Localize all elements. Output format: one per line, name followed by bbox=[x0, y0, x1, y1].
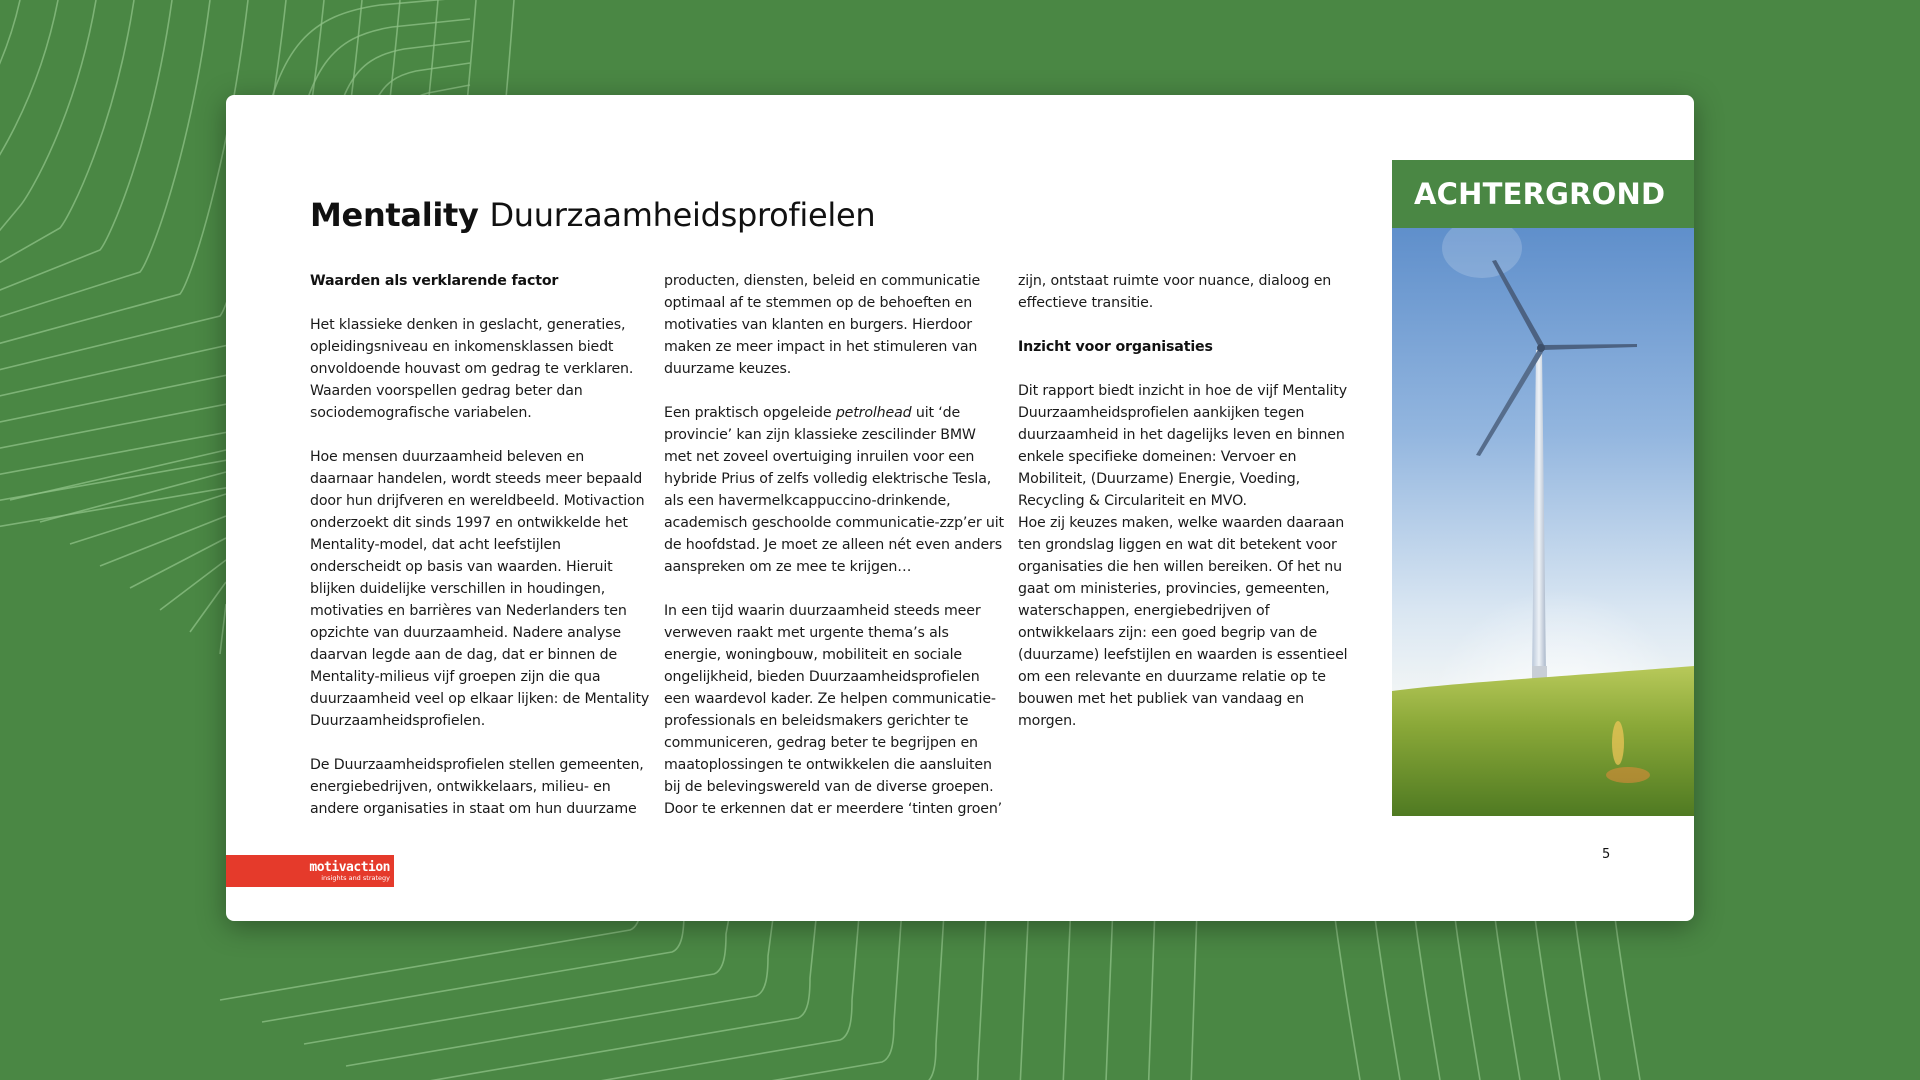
paragraph-text: Een praktisch opgeleide bbox=[664, 405, 836, 421]
document-page bbox=[226, 95, 1694, 921]
page-title-bold: Mentality bbox=[310, 196, 479, 235]
background-line bbox=[0, 0, 210, 320]
page-title-regular: Duurzaamheidsprofielen bbox=[489, 196, 876, 235]
text-column-2 bbox=[664, 270, 1004, 820]
background-line bbox=[190, 582, 226, 632]
motivaction-logo bbox=[226, 855, 394, 887]
text-column-1 bbox=[310, 270, 650, 820]
background-line bbox=[0, 0, 20, 190]
paragraph: Dit rapport biedt inzicht in hoe de vijf Mentality Duurzaamheidsprofielen aankijken tegen duurzaamheid in het dagelijks leven en binnen enkele specifieke domeinen: Vervoer en Mobiliteit, (Duurzame) Energie, Voeding, Recycling & Circulariteit en MVO. bbox=[1018, 383, 1347, 509]
page-title bbox=[310, 196, 875, 234]
page-number: 5 bbox=[1602, 847, 1611, 862]
background-line bbox=[0, 0, 96, 242]
italic-term: petrolhead bbox=[835, 405, 912, 421]
background-line bbox=[40, 472, 226, 522]
background-line bbox=[100, 516, 226, 566]
logo-name: motivaction bbox=[309, 859, 390, 875]
paragraph: Het klassieke denken in geslacht, generaties, opleidingsniveau en inkomensklassen biedt onvoldoende houvast om gedrag te verklaren. Waarden voorspellen gedrag beter dan sociodemografische variabelen. bbox=[310, 317, 634, 421]
paragraph: In een tijd waarin duurzaamheid steeds meer verweven raakt met urgente thema’s als energie, woningbouw, mobiliteit en sociale ongelijkheid, bieden Duurzaamheidsprofielen een waardevol kader. Ze helpen communicatie-professionals en beleidsmakers gerichter te communiceren, gedrag beter te begrijpen en maatoplossingen te ontwikkelen die aansluiten bij de belevingswereld van de diverse groepen. Door te erkennen dat er meerdere ‘tinten groen’ bbox=[664, 603, 1003, 817]
background-line bbox=[0, 0, 58, 216]
section-heading-waarden: Waarden als verklarende factor bbox=[310, 273, 559, 289]
background-line bbox=[130, 538, 226, 588]
paragraph: zijn, ontstaat ruimte voor nuance, dialoog en effectieve transitie. bbox=[1018, 273, 1332, 311]
paragraph: De Duurzaamheidsprofielen stellen gemeenten, energiebedrijven, ontwikkelaars, milieu- en andere organisaties in staat om hun duurzame bbox=[310, 757, 644, 817]
background-line bbox=[10, 450, 226, 500]
paragraph-petrolhead bbox=[664, 402, 1004, 578]
logo-tagline: insights and strategy bbox=[321, 873, 390, 882]
wind-turbine-image bbox=[1392, 228, 1694, 816]
text-column-3 bbox=[1018, 270, 1358, 732]
section-heading-inzicht: Inzicht voor organisaties bbox=[1018, 339, 1213, 355]
background-line bbox=[0, 0, 172, 294]
side-panel bbox=[1392, 160, 1694, 816]
paragraph: producten, diensten, beleid en communicatie optimaal af te stemmen op de behoeften en motivaties van klanten en burgers. Hierdoor maken ze meer impact in het stimuleren van duurzame keuzes. bbox=[664, 273, 981, 377]
paragraph: Hoe zij keuzes maken, welke waarden daaraan ten grondslag liggen en wat dit betekent voor organisaties die hen willen bereiken. Of het nu gaat om ministeries, provincies, gemeenten, waterschappen, energiebedrijven of ontwikkelaars zijn: een goed begrip van de (duurzame) leefstijlen en waarden is essentieel om een relevante en duurzame relatie op te bouwen met het publiek van vandaag en morgen. bbox=[1018, 515, 1348, 729]
background-line bbox=[0, 0, 134, 268]
paragraph: Hoe mensen duurzaamheid beleven en daarnaar handelen, wordt steeds meer bepaald door hun drijfveren en wereldbeeld. Motivaction onderzoekt dit sinds 1997 en ontwikkelde het Mentality-model, dat acht leefstijlen onderscheidt op basis van waarden. Hieruit blijken duidelijke verschillen in houdingen, motivaties en barrières van Nederlanders ten opzichte van duurzaamheid. Nadere analyse daarvan legde aan de dag, dat er binnen de Mentality-milieus vijf groepen zijn die qua duurzaamheid veel op elkaar lijken: de Mentality Duurzaamheidsprofielen. bbox=[310, 449, 650, 729]
side-panel-heading: ACHTERGROND bbox=[1392, 160, 1694, 228]
paragraph-text: uit ‘de provincie’ kan zijn klassieke zescilinder BMW met net zoveel overtuiging inruilen voor een hybride Prius of zelfs volledig elektrische Tesla, als een havermelkcappuccino-drinkende, academisch geschoolde communicatie-zzp’er uit de hoofdstad. Je moet ze alleen nét even anders aanspreken om ze mee te krijgen… bbox=[664, 405, 1004, 575]
